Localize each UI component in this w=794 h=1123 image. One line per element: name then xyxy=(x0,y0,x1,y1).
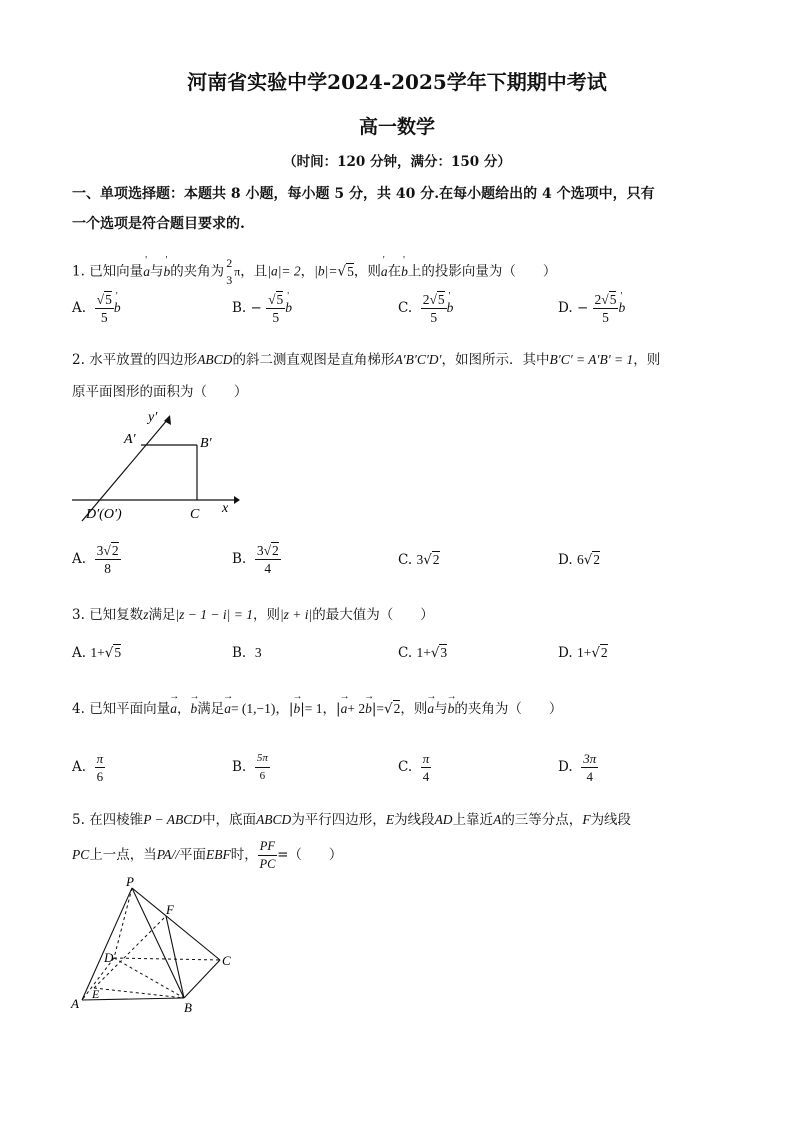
subject-title: 高一数学 xyxy=(358,116,435,138)
q1-option-c: C. $\frac{2√5}{5}$ ' b xyxy=(398,291,453,326)
y-axis-arrow xyxy=(164,415,171,425)
q1-option-a: A. $\frac{√5}{5}$ ' b xyxy=(72,291,121,326)
question-3: 3. 已知复数z满足|z − 1 − i| = 1，则|z + i|的最大值为（ ） xyxy=(72,607,434,623)
q3-option-c: C. 1+√3 xyxy=(398,645,448,661)
q2-option-a: A. $\frac{3√2}{8}$ xyxy=(72,543,119,576)
label-c: C xyxy=(222,953,231,968)
q1-option-b: B. − $\frac{√5}{5}$ ' b xyxy=(232,291,292,326)
q4-option-a: A. $\frac{\pi}{6}$ xyxy=(72,751,104,784)
label-d-prime: D′(O′) xyxy=(86,507,122,522)
question-5-line1: 5. 在四棱锥P − ABCD中，底面ABCD为平行四边形，E为线段AD上靠近A的三等分点，F为线段 xyxy=(72,812,632,828)
q2-option-c: C. 3√2 xyxy=(398,552,440,568)
q4-option-d: D. $\frac{3\pi}{4}$ xyxy=(558,751,597,784)
q4-option-c: C. $\frac{\pi}{4}$ xyxy=(398,751,430,784)
q1-option-d: D. − $\frac{2√5}{5}$ ' b xyxy=(558,291,625,326)
label-d: D xyxy=(104,950,114,965)
edge-pc xyxy=(132,888,220,960)
question-4: 4. 已知平面向量→ a，→ b满足→ a= (1,−1)，|→ b|= 1，|→ a+ 2→ b|=√2，则→ a与→ b的夹角为（ ） xyxy=(72,697,562,717)
label-a: A xyxy=(71,996,79,1011)
question-2-line2: 原平面图形的面积为（ ） xyxy=(72,384,248,400)
question-5-line2: PC上一点，当PA//平面EBF时， $\frac{PF}{PC}$ =（ ） xyxy=(72,839,343,871)
q3-option-b: B. 3 xyxy=(232,645,262,661)
question-1: 1. 已知向量' a与' b的夹角为 2 3 π，且|a|= 2，|b|=√5，则' a在' b上的投影向量为（ ） xyxy=(72,255,556,289)
q2-option-b: B. $\frac{3√2}{4}$ xyxy=(232,543,279,576)
label-e: E xyxy=(92,987,100,1001)
edge-eb xyxy=(94,988,184,998)
label-x: x xyxy=(222,501,229,516)
question-2-line1: 2. 水平放置的四边形ABCD的斜二测直观图是直角梯形A′B′C′D′，如图所示．其中B′C′ = A′B′ = 1，则 xyxy=(72,352,661,368)
edge-db xyxy=(114,958,184,998)
q2-option-d: D. 6√2 xyxy=(558,552,601,568)
q5-pyramid-figure xyxy=(66,872,246,1020)
label-a-prime: A′ xyxy=(124,432,136,447)
edge-pa xyxy=(82,888,132,1000)
exam-title: 河南省实验中学2024-2025学年下期期中考试 xyxy=(187,70,607,94)
q4-option-b: B. $\frac{5\pi}{6}$ xyxy=(232,752,268,782)
edge-pb xyxy=(132,888,184,998)
edge-bc xyxy=(184,960,220,998)
edge-dc xyxy=(114,958,220,960)
exam-info: （时间：120 分钟，满分：150 分） xyxy=(283,154,511,170)
label-c: C xyxy=(190,507,200,522)
label-b-prime: B′ xyxy=(200,436,212,451)
q3-option-d: D. 1+√2 xyxy=(558,645,608,661)
q2-figure xyxy=(68,405,248,525)
label-p: P xyxy=(126,874,134,889)
label-y-prime: y′ xyxy=(148,410,158,425)
q3-option-a: A. 1+√5 xyxy=(72,645,122,661)
x-axis-arrow xyxy=(234,496,240,504)
section-heading-line2: 一个选项是符合题目要求的. xyxy=(72,216,245,232)
section-heading-line1: 一、单项选择题：本题共 8 小题，每小题 5 分，共 40 分.在每小题给出的 4 个选项中，只有 xyxy=(72,186,655,202)
label-f: F xyxy=(166,902,174,917)
label-b: B xyxy=(184,1000,192,1015)
